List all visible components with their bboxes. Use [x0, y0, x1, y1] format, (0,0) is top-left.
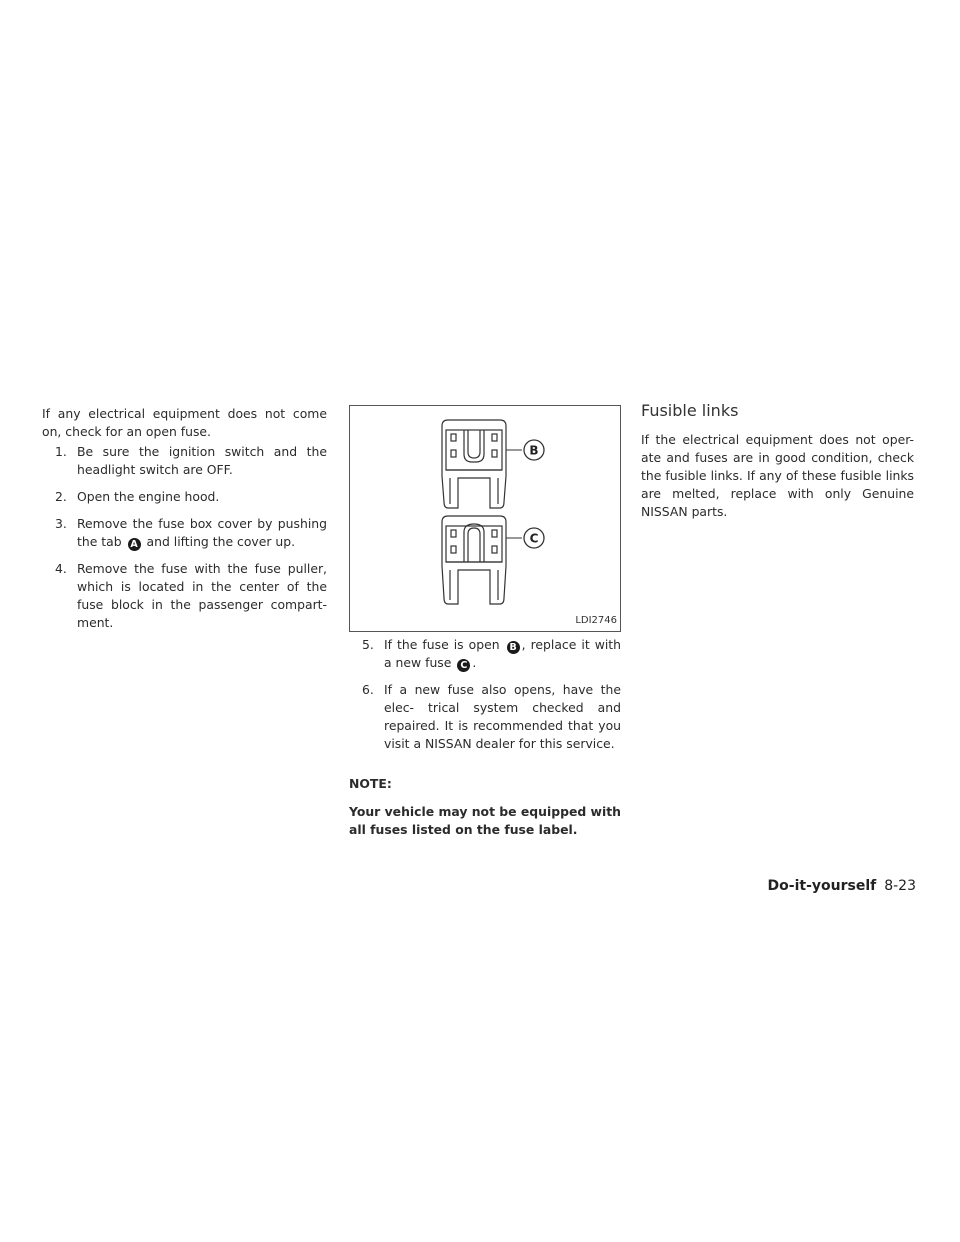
right-column: [641, 400, 914, 521]
step-text: If a new fuse also opens, have the elec- trical system checked and repaired. It is recommended that you visit a NISSAN dealer for this service.: [384, 682, 621, 751]
list-item: [42, 443, 327, 479]
note-heading: NOTE:: [349, 776, 392, 791]
page-footer: [768, 878, 916, 894]
step-number: 3.: [55, 516, 67, 531]
step-number: 4.: [55, 561, 67, 576]
step-text-mid: , replace it with a new fuse: [384, 637, 621, 670]
figure-code: LDI2746: [575, 615, 617, 626]
label-c: C: [529, 531, 539, 546]
callout-b-icon: B: [507, 641, 520, 654]
callout-a-icon: A: [128, 538, 141, 551]
list-item: [42, 488, 327, 506]
fuse-b-icon: [442, 420, 506, 508]
step-text-continued: and lifting the cover up.: [146, 534, 296, 549]
step-number: 6.: [362, 682, 374, 697]
left-column: [42, 405, 327, 641]
middle-column: [349, 405, 621, 839]
steps-list-1: [42, 443, 327, 632]
fuse-illustration: [349, 405, 621, 632]
step-text: Be sure the ignition switch and the headlight switch are OFF.: [77, 444, 327, 477]
step-text: Remove the fuse box cover by pushing the tab: [77, 516, 327, 549]
list-item: [42, 560, 327, 632]
intro-paragraph: If any electrical equipment does not come on, check for an open fuse.: [42, 406, 327, 439]
section-title: Fusible links: [641, 401, 739, 420]
step-number: 5.: [362, 637, 374, 652]
label-b: B: [529, 443, 539, 458]
note-body: Your vehicle may not be equipped with all fuses listed on the fuse label.: [349, 804, 621, 837]
fuse-c-icon: [442, 516, 506, 604]
step-text: If the fuse is open: [384, 637, 500, 652]
steps-list-2: [349, 636, 621, 753]
list-item: [42, 515, 327, 551]
step-text: Remove the fuse with the fuse puller, which is located in the center of the fuse block in the passenger compart- ment.: [77, 561, 327, 630]
list-item: [349, 681, 621, 753]
footer-section-name: Do-it-yourself: [767, 878, 877, 894]
fusible-links-paragraph: If the electrical equipment does not oper- ate and fuses are in good condition, check the fusible links. If any of these fusible links are melted, replace with only Genuine NISSAN parts.: [641, 432, 914, 519]
step-number: 2.: [55, 489, 67, 504]
fuse-diagram-svg: [350, 406, 620, 631]
page-number: 8-23: [884, 878, 916, 894]
step-text: Open the engine hood.: [77, 489, 220, 504]
callout-c-icon: C: [457, 659, 470, 672]
list-item: [349, 636, 621, 672]
step-text-end: .: [472, 655, 477, 670]
step-number: 1.: [55, 444, 67, 459]
